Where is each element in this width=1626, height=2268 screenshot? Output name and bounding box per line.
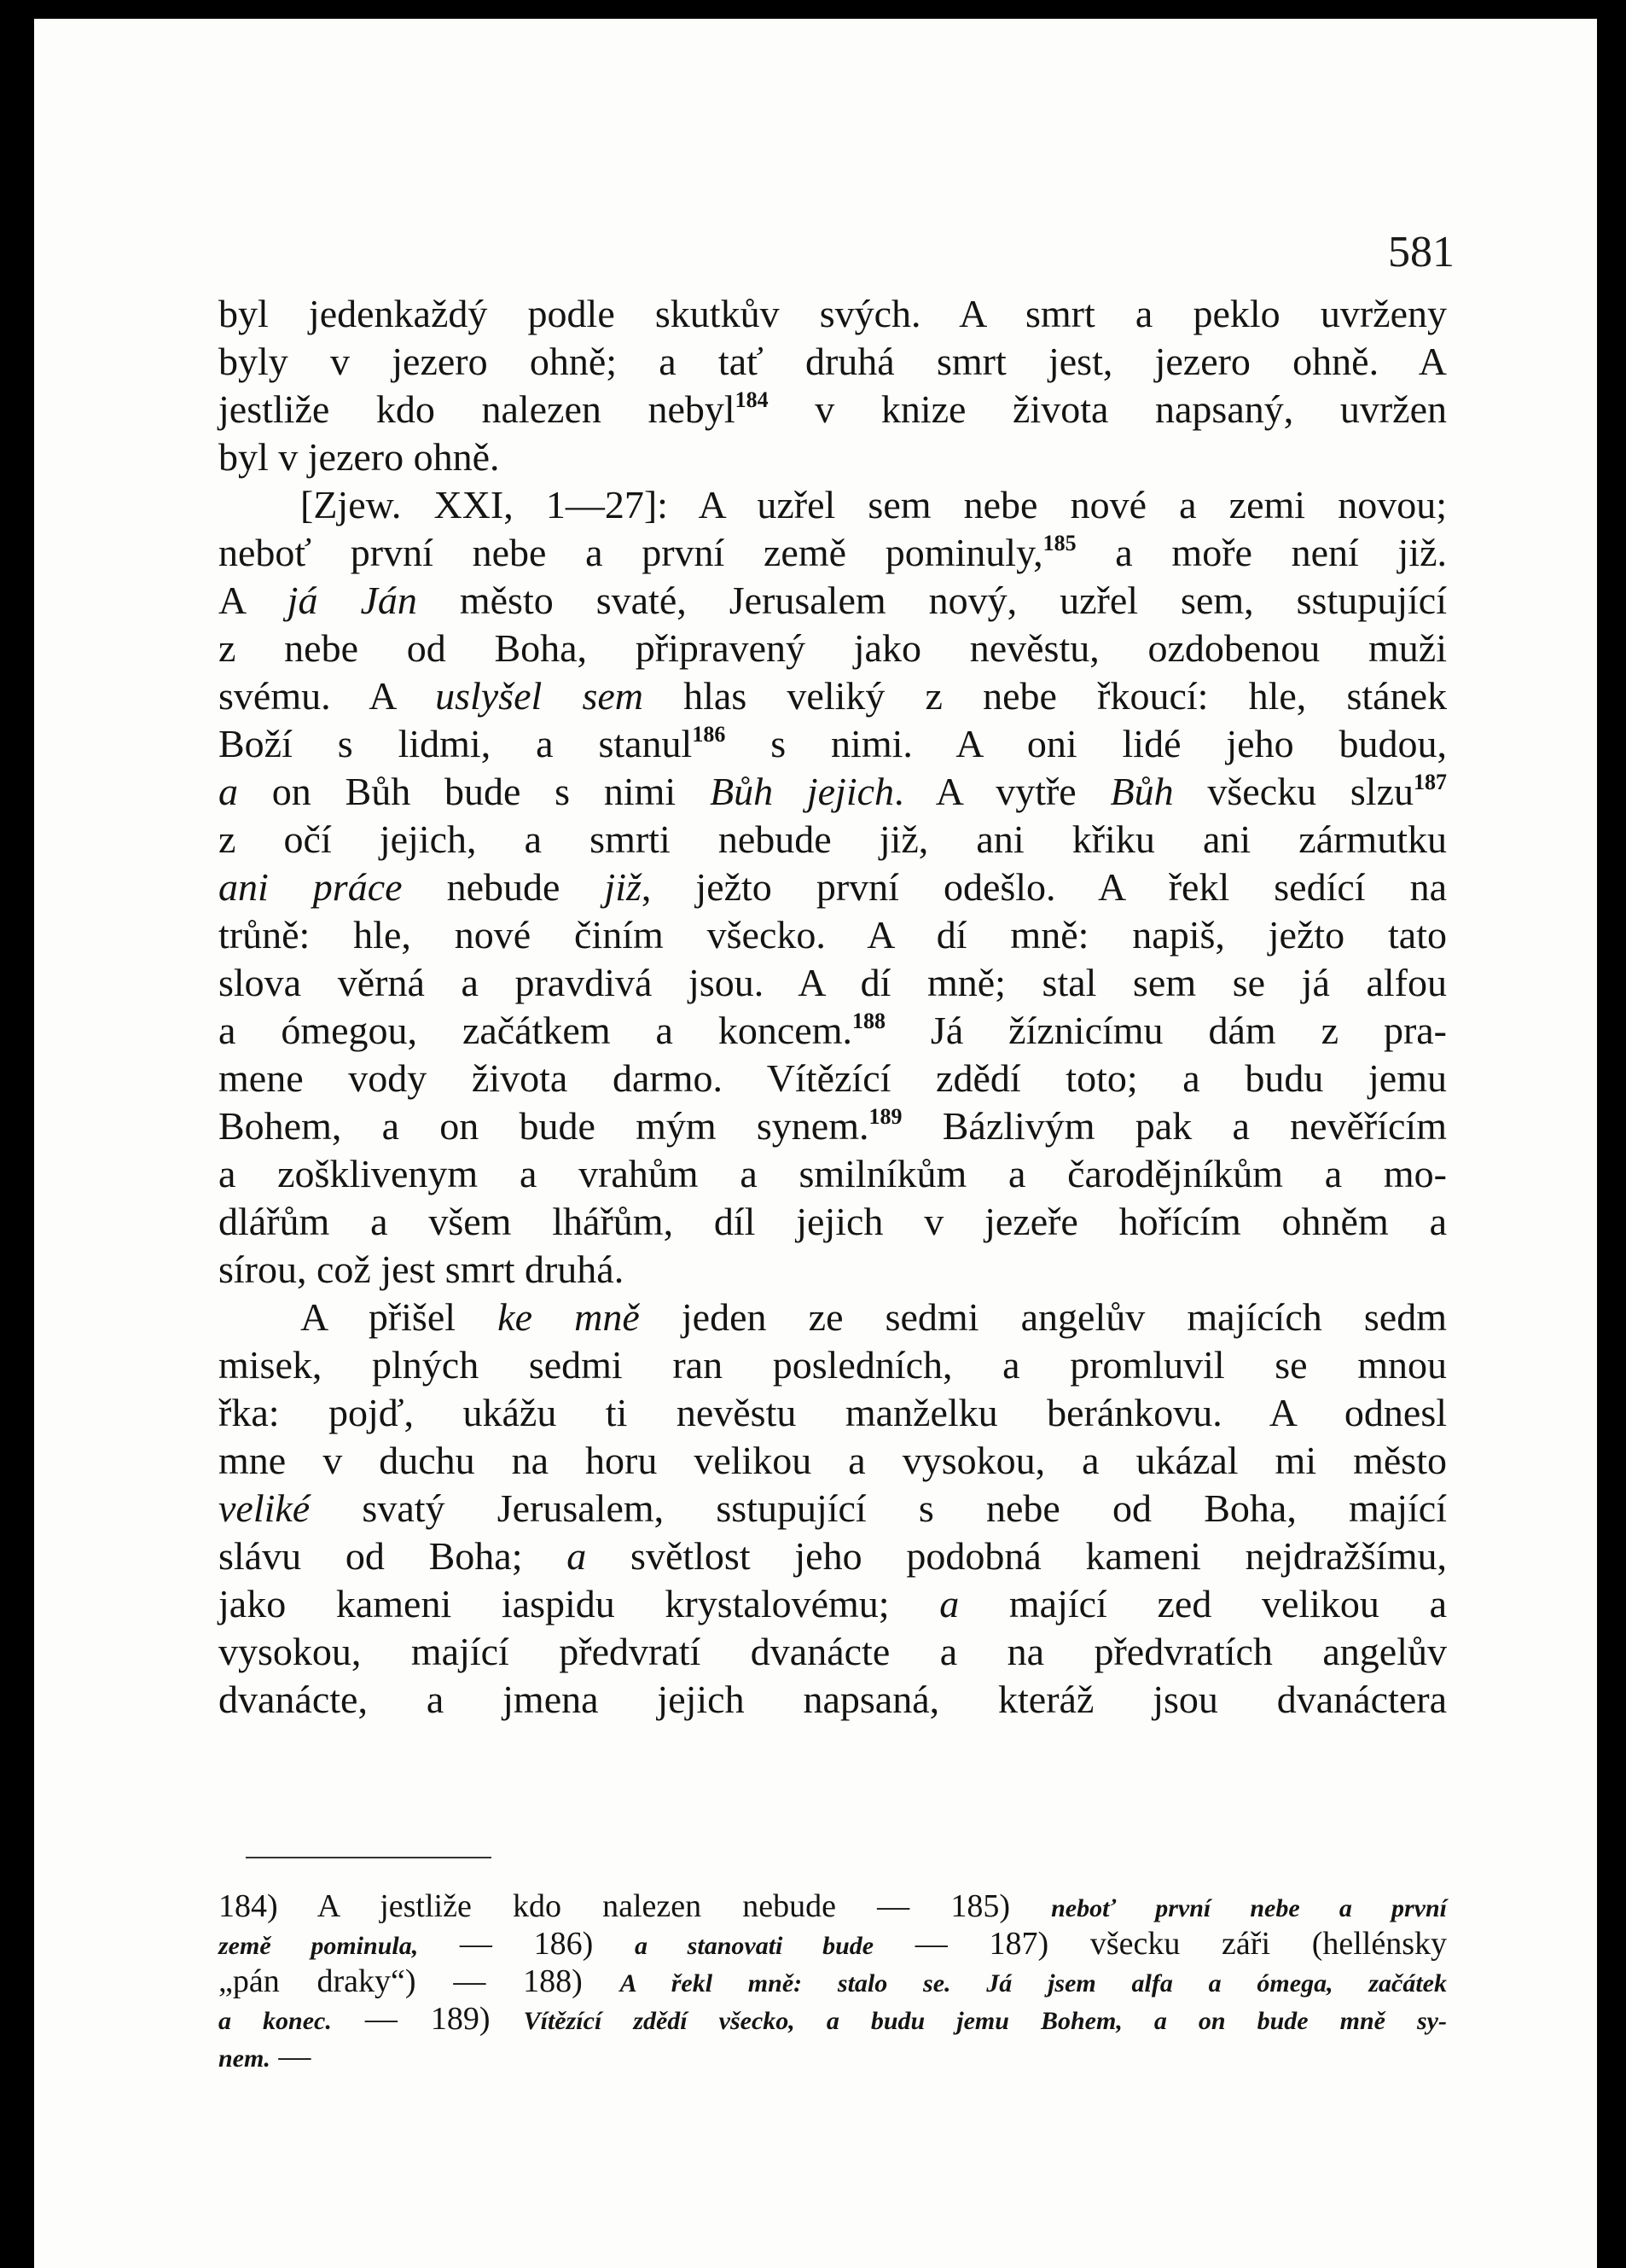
- text-line: sírou, což jest smrt druhá.: [218, 1247, 624, 1291]
- text-line: A přišel ke mně jeden ze sedmi angelův majících sedm: [300, 1295, 1447, 1339]
- text-line: neboť první nebe a první země pominuly,$^{185}$ a moře není již.: [218, 531, 1448, 574]
- footnote-line: nem. —: [218, 2038, 311, 2074]
- scan-border: [1597, 0, 1626, 2268]
- text-line: jestliže kdo nalezen nebyl$^{184}$ v knize života napsaný, uvržen: [218, 387, 1447, 431]
- footnote-ref: 184: [735, 387, 769, 412]
- footnote-line: 184) A jestliže kdo nalezen nebude — 185) neboť první nebe a první: [218, 1888, 1447, 1924]
- footnote-line: a konec. — 189) Vítězící zdědí všecko, a budu jemu Bohem, a on bude mně sy-: [218, 2001, 1447, 2037]
- footnote-line: „pán draky“) — 188) A řekl mně: stalo se. Já jsem alfa a ómega, začátek: [218, 1963, 1447, 1999]
- text-line: A já Ján město svaté, Jerusalem nový, uzřel sem, sstupující: [218, 579, 1447, 622]
- footnote-ref: 187: [1414, 770, 1447, 794]
- footnotes: [218, 1887, 1447, 2075]
- text-line: mne v duchu na horu velikou a vysokou, a ukázal mi město: [218, 1439, 1447, 1482]
- text-line: trůně: hle, nové činím všecko. A dí mně: napiš, ježto tato: [218, 913, 1447, 957]
- text-line: dvanácte, a jmena jejich napsaná, kteráž jsou dvanáctera: [218, 1678, 1447, 1721]
- text-line: byly v jezero ohně; a tať druhá smrt jest, jezero ohně. A: [218, 340, 1447, 383]
- text-line: a on Bůh bude s nimi Bůh jejich. A vytře Bůh všecku slzu$^{187}$: [218, 770, 1447, 813]
- text-line: Bohem, a on bude mým synem.$^{189}$ Bázlivým pak a nevěřícím: [218, 1104, 1447, 1148]
- text-line: z očí jejich, a smrti nebude již, ani křiku ani zármutku: [218, 817, 1447, 861]
- footnote-ref: 189: [868, 1104, 903, 1129]
- text-line: slova věrná a pravdivá jsou. A dí mně; stal sem se já alfou: [218, 961, 1447, 1004]
- body-text: [218, 290, 1447, 1724]
- text-line: a zošklivenym a vrahům a smilníkům a čarodějníkům a mo-: [218, 1152, 1447, 1195]
- text-line: řka: pojď, ukážu ti nevěstu manželku beránkovu. A odnesl: [218, 1391, 1447, 1434]
- page-number: 581: [1388, 228, 1455, 276]
- footnote-line: země pominula, — 186) a stanovati bude — 187) všecku záři (hellénsky: [218, 1926, 1447, 1962]
- footnote-ref: 186: [692, 722, 726, 747]
- book-page: [34, 19, 1597, 2268]
- text-line: ani práce nebude již, ježto první odešlo. A řekl sedící na: [218, 865, 1447, 909]
- text-line: vysokou, mající předvratí dvanácte a na předvratích angelův: [218, 1630, 1447, 1673]
- text-line: dlářům a všem lhářům, díl jejich v jezeře hořícím ohněm a: [218, 1200, 1447, 1243]
- text-line: misek, plných sedmi ran posledních, a promluvil se mnou: [218, 1343, 1447, 1387]
- text-line: veliké svatý Jerusalem, sstupující s nebe od Boha, mající: [218, 1486, 1447, 1530]
- text-line: svému. A uslyšel sem hlas veliký z nebe řkoucí: hle, stánek: [218, 674, 1447, 718]
- text-line: [Zjew. XXI, 1—27]: A uzřel sem nebe nové a zemi novou;: [300, 483, 1447, 526]
- text-line: jako kameni iaspidu krystalovému; a mající zed velikou a: [218, 1582, 1447, 1625]
- footnote-divider: [246, 1857, 491, 1858]
- text-line: Boží s lidmi, a stanul$^{186}$ s nimi. A oni lidé jeho budou,: [218, 722, 1448, 765]
- text-line: byl v jezero ohně.: [218, 435, 500, 479]
- text-line: slávu od Boha; a světlost jeho podobná kameni nejdražšímu,: [218, 1534, 1447, 1578]
- text-line: a ómegou, začátkem a koncem.$^{188}$ Já žíznicímu dám z pra-: [218, 1009, 1447, 1052]
- text-line: byl jedenkaždý podle skutkův svých. A smrt a peklo uvrženy: [218, 292, 1447, 335]
- text-line: z nebe od Boha, připravený jako nevěstu, ozdobenou muži: [218, 626, 1447, 670]
- footnote-ref: 185: [1042, 531, 1077, 555]
- text-line: mene vody života darmo. Vítězící zdědí toto; a budu jemu: [218, 1056, 1447, 1100]
- footnote-ref: 188: [852, 1009, 886, 1033]
